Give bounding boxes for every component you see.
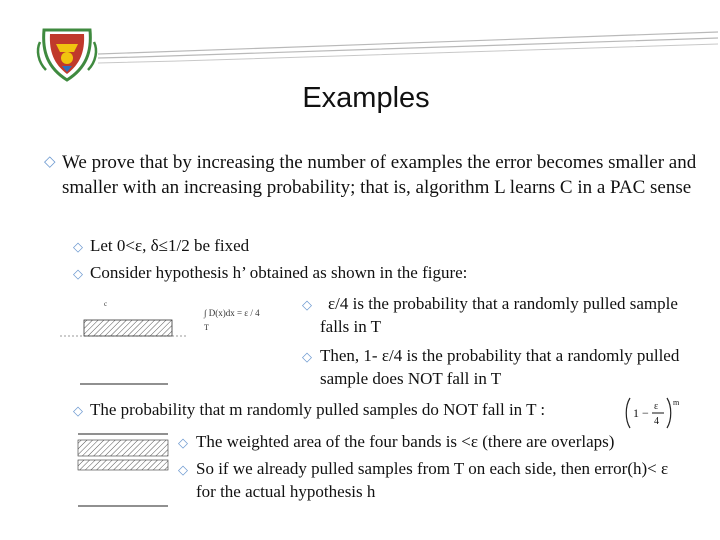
bullet-weighted-area: The weighted area of the four bands is <ε (there are overlaps): [196, 432, 615, 451]
bullet-icon: ◇: [178, 436, 188, 451]
figure-small-label: c: [104, 300, 108, 308]
header-decoration: [98, 30, 718, 70]
bullet-probability-not-in-T: Then, 1- ε/4 is the probability that a randomly pulled sample does NOT fall in T: [320, 346, 680, 388]
formula-four: 4: [654, 416, 659, 427]
formula-exponent: m: [673, 398, 680, 407]
rectangle-band-figure: [58, 292, 302, 392]
slide-title: Examples: [302, 82, 430, 114]
bullet-icon: ◇: [73, 267, 83, 282]
bullet-icon: ◇: [302, 298, 312, 313]
formula-epsilon: ε: [654, 401, 659, 412]
formula-one: 1: [633, 406, 639, 420]
university-logo: [34, 22, 100, 86]
bullet-icon: ◇: [302, 350, 312, 365]
figure-integral-label: ∫ D(x)dx = ε / 4: [204, 308, 260, 318]
bullet-hypothesis: Consider hypothesis h’ obtained as shown in the figure:: [90, 263, 468, 282]
bullet-probability-in-T: ε/4 is the probability that a randomly pulled sample falls in T: [320, 294, 678, 336]
probability-formula: [624, 396, 680, 430]
figure-region-label: T: [204, 323, 209, 332]
bullet-error-bound: So if we already pulled samples from T on each side, then error(h)< ε for the actual hypothesis h: [196, 459, 669, 501]
bullet-main: We prove that by increasing the number of examples the error becomes smaller and smaller with an increasing probability; that is, algorithm L learns C in a PAC sense: [62, 152, 697, 198]
bullet-icon: ◇: [44, 152, 56, 170]
bullet-icon: ◇: [178, 463, 188, 478]
bands-figure: [76, 428, 170, 510]
bullet-m-samples: The probability that m randomly pulled samples do NOT fall in T :: [90, 400, 546, 419]
bullet-icon: ◇: [73, 240, 83, 255]
bullet-icon: ◇: [73, 404, 83, 419]
formula-minus: −: [642, 406, 649, 420]
bullet-epsilon-delta: Let 0<ε, δ≤1/2 be fixed: [90, 236, 250, 255]
